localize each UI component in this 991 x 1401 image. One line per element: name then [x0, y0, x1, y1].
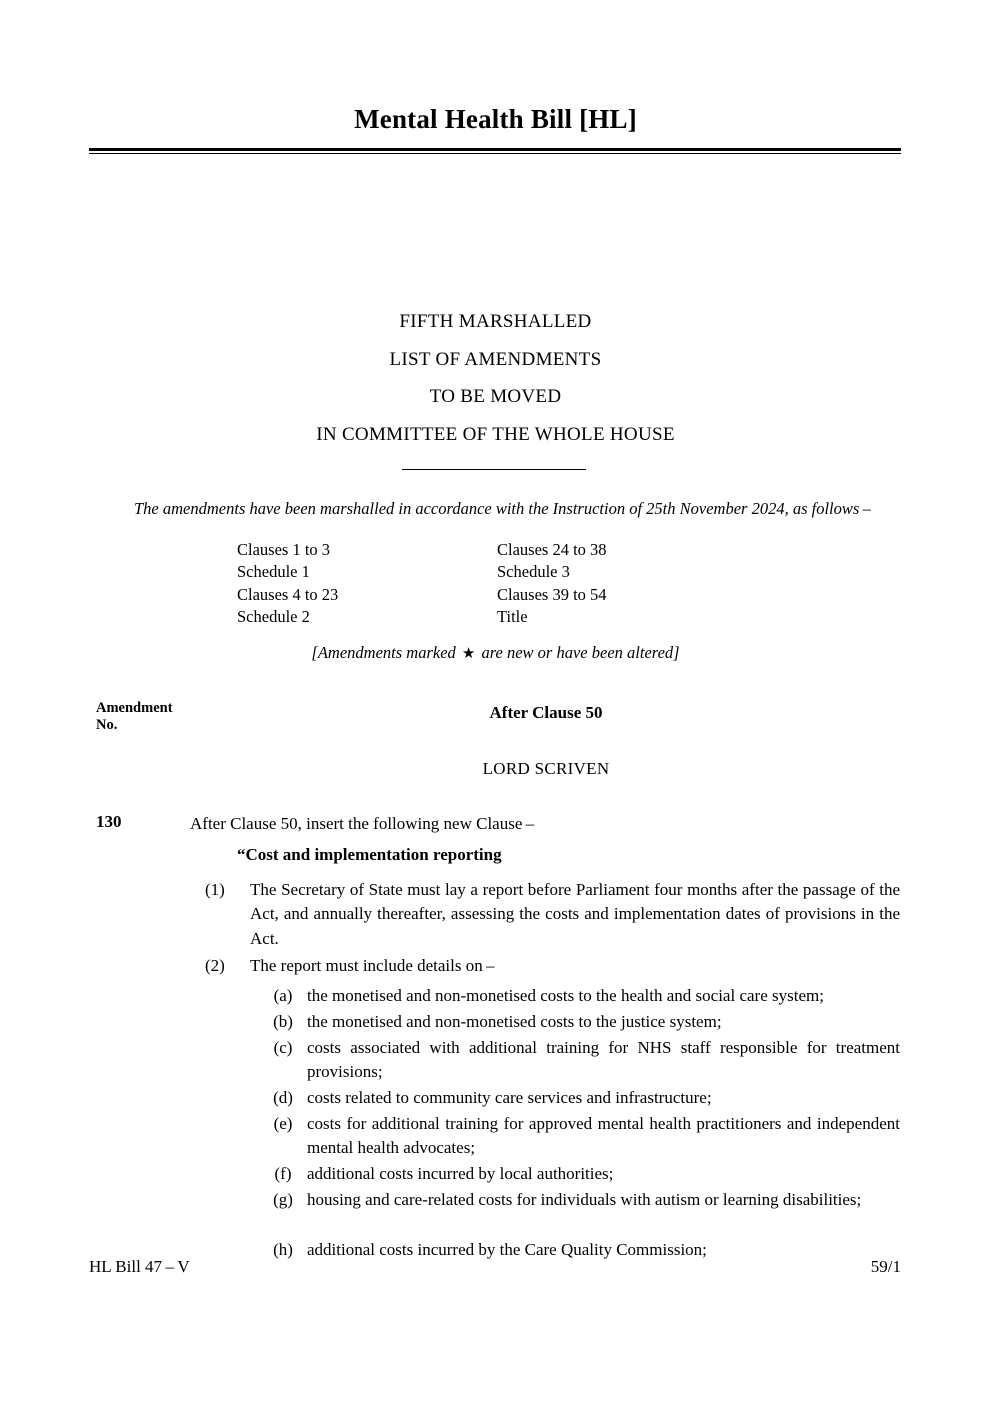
- title-divider-rule: [89, 148, 901, 154]
- paragraph-letter: (f): [274, 1164, 292, 1183]
- heading-line-1: FIFTH MARSHALLED: [399, 311, 592, 332]
- clause-allocation-right: Schedule 3: [497, 562, 570, 582]
- paragraph-letter: (e): [273, 1114, 293, 1133]
- clause-allocation-left: Clauses 1 to 3: [237, 540, 331, 559]
- subsection-text: The Secretary of State must lay a report before Parliament four months after the passage of the Act, and annually thereafter, assessing the costs and implementation dates of provisions in the Act.: [250, 880, 900, 948]
- clause-allocation-row: [237, 539, 737, 561]
- clause-allocation-row: [237, 584, 737, 606]
- paragraph-c: [265, 1036, 900, 1085]
- clause-allocation-right: Clauses 24 to 38: [497, 540, 607, 559]
- paragraph-text: costs for additional training for approved mental health practitioners and independent mental health advocates;: [307, 1114, 900, 1158]
- subsection-number: (2): [205, 956, 225, 975]
- star-note-open-bracket: [: [311, 643, 318, 662]
- instruction-paragraph: The amendments have been marshalled in accordance with the Instruction of 25th November 2024, as follows –: [134, 499, 871, 518]
- subsection-number: (1): [205, 880, 225, 899]
- footer-page-number: 59/1: [870, 1257, 901, 1276]
- paragraph-f: [265, 1162, 900, 1186]
- page-title: Mental Health Bill [HL]: [354, 104, 637, 134]
- paragraph-b: [265, 1010, 900, 1034]
- star-note-close-bracket: ]: [673, 643, 680, 662]
- paragraph-letter: (h): [273, 1240, 293, 1259]
- amendment-lead-in-text: After Clause 50, insert the following new Clause –: [190, 814, 535, 833]
- star-icon: ★: [461, 646, 476, 662]
- clause-allocation-right: Clauses 39 to 54: [497, 584, 607, 604]
- paragraph-a: [265, 984, 900, 1008]
- paragraph-text: additional costs incurred by the Care Quality Commission;: [307, 1240, 707, 1259]
- subsection-text: The report must include details on –: [250, 956, 495, 975]
- document-heading-block: [0, 303, 991, 453]
- heading-line-2: LIST OF AMENDMENTS: [389, 348, 602, 370]
- paragraph-letter: (g): [273, 1190, 293, 1209]
- section-heading: After Clause 50: [489, 703, 603, 722]
- clause-allocation-left: Clauses 4 to 23: [237, 584, 339, 604]
- star-note-before-text: Amendments marked: [317, 643, 460, 662]
- paragraph-text: housing and care-related costs for individuals with autism or learning disabilities;: [307, 1190, 862, 1209]
- clause-allocation-row: [237, 561, 737, 583]
- star-note-after-text: are new or have been altered: [477, 643, 674, 662]
- clause-allocation-list: [237, 539, 737, 628]
- clause-allocation-left: Schedule 2: [237, 606, 310, 626]
- paragraph-text: costs related to community care services and infrastructure;: [307, 1088, 712, 1107]
- clause-allocation-row: [237, 606, 737, 628]
- paragraph-letter: (c): [273, 1038, 293, 1057]
- paragraph-text: the monetised and non-monetised costs to the health and social care system;: [307, 986, 824, 1005]
- heading-separator-rule: [402, 469, 586, 470]
- starred-amendments-note: [0, 643, 991, 663]
- subsection-2: [205, 954, 900, 978]
- paragraph-d: [265, 1086, 900, 1110]
- amendment-no-label-line-1: Amendment: [96, 700, 173, 716]
- clause-allocation-right: Title: [497, 606, 528, 626]
- heading-line-4: IN COMMITTEE OF THE WHOLE HOUSE: [316, 423, 675, 445]
- amendment-mover-name: LORD SCRIVEN: [482, 759, 610, 778]
- subsection-1: [205, 878, 900, 951]
- paragraph-text: costs associated with additional training for NHS staff responsible for treatment provisions;: [307, 1038, 900, 1082]
- amendment-no-label-line-2: No.: [96, 717, 118, 733]
- paragraph-h: [265, 1238, 900, 1262]
- amendment-number: 130: [96, 812, 122, 831]
- paragraph-letter: (b): [273, 1012, 293, 1031]
- paragraph-letter: (a): [273, 986, 293, 1005]
- paragraph-g: [265, 1188, 900, 1212]
- clause-allocation-left: Schedule 1: [237, 562, 310, 582]
- new-clause-heading: “Cost and implementation reporting: [237, 845, 502, 864]
- footer-bill-reference: HL Bill 47 – V: [89, 1257, 190, 1276]
- paragraph-text: the monetised and non-monetised costs to the justice system;: [307, 1012, 722, 1031]
- paragraph-text: additional costs incurred by local authorities;: [307, 1164, 614, 1183]
- title-rule-thick: [89, 148, 901, 151]
- heading-line-3: TO BE MOVED: [429, 386, 562, 407]
- paragraph-letter: (d): [273, 1088, 293, 1107]
- paragraph-e: [265, 1112, 900, 1161]
- title-rule-thin: [89, 153, 901, 154]
